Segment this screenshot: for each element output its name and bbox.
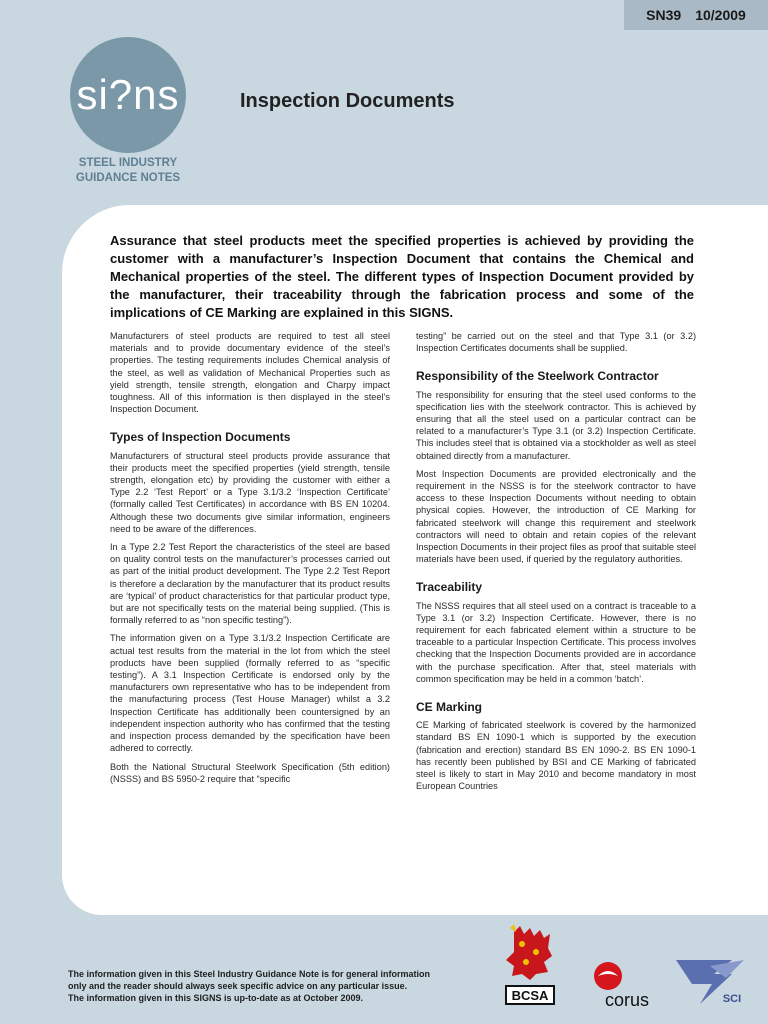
disclaimer-line3: The information given in this SIGNS is up-to-date as at October 2009. — [68, 993, 364, 1003]
signs-subtitle-line2: GUIDANCE NOTES — [75, 172, 181, 184]
paragraph: testing” be carried out on the steel and that Type 3.1 (or 3.2) Inspection Certificates documents shall be supplied. — [416, 331, 696, 354]
section-heading: CE Marking — [416, 700, 483, 715]
paragraph: The NSSS requires that all steel used on a contract is traceable to a Type 3.1 (or 3.2) Inspection Certificate. However, there is no requirement for each fabricated element within a structure to be traceable to a particular Inspection Certificate. This process involves checking that the Inspection Documents provided are in accordance with the purchase specification. After that, steel materials with common specification may be held in a common ‘batch’. — [416, 600, 696, 684]
paragraph: The responsibility for ensuring that the steel used conforms to the specification lies with the steelwork contractor. This is achieved by ensuring that all the steel used on a particular contract can be related to a manufacturer’s Type 3.1 (or 3.2) Inspection Certificate. This includes steel that is obtained via a stockholder as well as steel obtained directly from a manufacturer. — [416, 389, 696, 461]
sci-logo-icon — [670, 956, 748, 1008]
disclaimer — [68, 968, 488, 1004]
intro-paragraph: Assurance that steel products meet the specified properties is achieved by providing the customer with a manufacturer’s Inspection Document that contains the Chemical and Mechanical properties of the steel. The different types of Inspection Document provided by the manufacturer, their traceability through the fabrication process and some of the implications of CE Marking are explained in this SIGNS. — [110, 233, 694, 320]
document-date: 10/2009 — [695, 7, 746, 23]
disclaimer-line1: The information given in this Steel Industry Guidance Note is for general information — [68, 969, 431, 979]
document-code: SN39 — [646, 7, 682, 23]
left-column — [110, 330, 390, 791]
bcsa-label: BCSA — [511, 988, 549, 1003]
sponsor-logos — [500, 922, 760, 1017]
signs-subtitle-line1: STEEL INDUSTRY — [78, 157, 178, 169]
sci-label: SCI — [722, 993, 742, 1005]
signs-logo — [70, 37, 186, 153]
signs-logo-text: si?ns — [76, 71, 180, 118]
paragraph: The information given on a Type 3.1/3.2 Inspection Certificate are actual test results from the material in the lot from which the steel products have been supplied (formally referred to as “specific testing”). A 3.1 Inspection Certificate is endorsed only by the manufacturers own representative who has to be independent from the manufacturing process (Test House Manager) whilst a 3.2 Inspection Certificate has additionally been countersigned by an independent inspection authority who has confirmed that the testing and inspection process demanded by the specification have been adhered to correctly. — [110, 633, 390, 754]
paragraph: Manufacturers of steel products are required to test all steel materials and to provide documentary evidence of the steel’s properties. The testing requirements includes Chemical analysis of the steel, as well as validation of Mechanical Properties such as yield strength, tensile strength, elongation and Charpy impact toughness. All of this information is then displayed in the steel’s Inspection Document. — [110, 331, 390, 415]
paragraph: Manufacturers of structural steel products provide assurance that their products meet the specified properties (yield strength, tensile strength, elongation etc) by providing the customer with either a Type 2.2 ‘Test Report’ or a Type 3.1/3.2 ‘Inspection Certificate’ (formally called Test Certificates) in accordance with BS EN 10204. Although these two documents give similar information, engineers need to be aware of the differences. — [110, 450, 390, 534]
section-heading: Responsibility of the Steelwork Contractor — [416, 369, 659, 384]
section-heading: Types of Inspection Documents — [110, 430, 291, 445]
corus-logo-icon — [586, 960, 668, 1010]
paragraph: In a Type 2.2 Test Report the characteristics of the steel are based on quality control tests on the manufacturer’s processes carried out as part of the initial product development. The Type 2.2 Test Report is therefore a declaration by the manufacturer that its product results are ‘typical’ of product characteristics for that particular product type, but are not specifically tests on the material being supplied. (This is formally referred to as “non specific testing”). — [110, 542, 390, 626]
paragraph: CE Marking of fabricated steelwork is covered by the harmonized standard BS EN 1090-1 which is supported by the execution (fabrication and erection) standard BS EN 1090-2. BS EN 1090-1 has recently been published by BSI and CE Marking of fabricated steel is likely to start in May 2010 and become mandatory in most European Countries — [416, 720, 696, 792]
document-code-tag — [624, 0, 768, 30]
page-title: Inspection Documents — [240, 90, 455, 112]
bcsa-logo-icon — [500, 922, 560, 1008]
right-column — [416, 330, 696, 799]
disclaimer-line2: only and the reader should always seek specific advice on any particular issue. — [68, 981, 408, 991]
corus-label: corus — [604, 990, 650, 1010]
section-heading: Traceability — [416, 580, 483, 595]
paragraph: Both the National Structural Steelwork Specification (5th edition) (NSSS) and BS 5950-2 require that “specific — [110, 761, 390, 784]
signs-subtitle — [58, 156, 198, 186]
paragraph: Most Inspection Documents are provided electronically and the requirement in the NSSS is for the steelwork contractor to have access to these Inspection Documents without needing to obtain physical copies. However, the introduction of CE Marking for fabricated steelwork will change this requirement and steelwork contractors will need to obtain and retain copies of the relevant Inspection Documents in their project files as proof that suitable steel materials have been used, if queried by the regulatory authorities. — [416, 468, 696, 565]
